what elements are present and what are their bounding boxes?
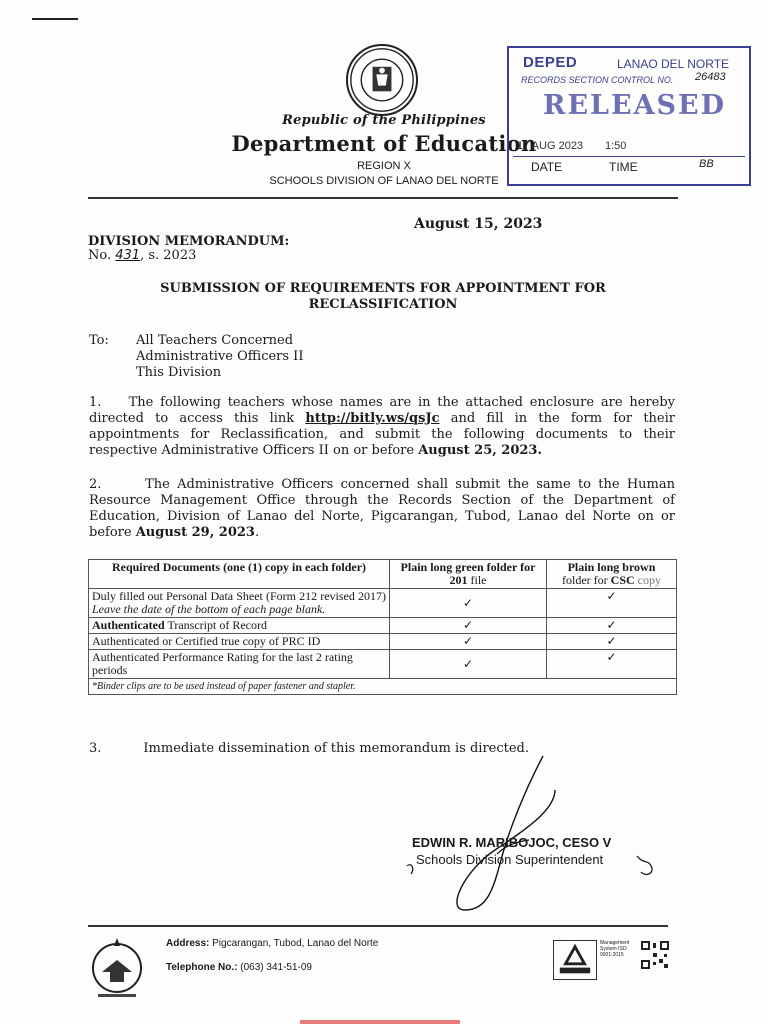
stamp-place: LANAO DEL NORTE: [617, 57, 730, 71]
green-header-b: 201: [449, 573, 468, 587]
tuv-certification-logo: [553, 940, 597, 980]
para1-number: 1.: [89, 395, 102, 410]
header-division: SCHOOLS DIVISION OF LANAO DEL NORTE: [269, 175, 499, 187]
memo-date: August 15, 2023: [414, 216, 543, 232]
table-row: [89, 650, 677, 679]
requirements-table: [88, 559, 677, 695]
doc-text: Transcript of Record: [164, 618, 267, 632]
top-mark: [32, 18, 78, 20]
signatory-name: EDWIN R. MARIBOJOC, CESO V: [412, 835, 612, 850]
memo-number: [88, 248, 196, 263]
tel-value: (063) 341-51-09: [237, 962, 312, 973]
footer-telephone: [166, 962, 312, 973]
col-header-green-folder: [390, 560, 547, 589]
para2-text-a: The Administrative Officers concerned shall submit the same to the Human Resource Management Office through the Records Section of the Department of Education, Division of Lanao del Norte, Pigcarangan, Tubod, Lanao del Norte on or before: [89, 477, 676, 540]
deped-seal-logo: [346, 44, 418, 116]
stamp-control-label: RECORDS SECTION CONTROL NO.: [521, 75, 674, 85]
doc-cell: [89, 618, 390, 634]
recipient: Administrative Officers II: [136, 349, 304, 364]
brown-check: ✓: [547, 634, 677, 650]
table-note: *Binder clips are to be used instead of paper fastener and stapler.: [89, 679, 677, 695]
brown-check: ✓: [547, 650, 677, 679]
seal-graphic: [348, 46, 416, 114]
doc-text: Duly filled out Personal Data Sheet (Form 212 revised 2017): [92, 589, 386, 603]
subject-line-2: RECLASSIFICATION: [308, 297, 458, 312]
green-check: ✓: [390, 589, 547, 618]
header-divider: [88, 197, 678, 199]
recipient: All Teachers Concerned: [136, 333, 294, 348]
memo-no-suffix: , s. 2023: [140, 248, 197, 263]
address-label: Address:: [166, 938, 210, 949]
stamp-date-value: 17 AUG 2023: [517, 140, 584, 152]
stamp-divider: [513, 156, 745, 157]
memo-subject: [88, 281, 678, 313]
green-check: ✓: [390, 618, 547, 634]
header-region: REGION X: [357, 160, 411, 172]
bottom-mark: [300, 1020, 460, 1024]
para1-text-a: The following teachers whose names are in the attached enclosure are hereby directed to access this link: [89, 395, 675, 426]
para3-number: 3.: [89, 741, 102, 756]
address-value: Pigcarangan, Tubod, Lanao del Norte: [209, 938, 379, 949]
footer-divider: [88, 925, 668, 927]
paragraph-1: [89, 395, 675, 459]
doc-cell: Authenticated Performance Rating for the last 2 rating periods: [89, 650, 390, 679]
para1-text-b: and fill in the form for their appointments for Reclassification, and submit the following documents to their respective Administrative Officers II on or before: [89, 411, 675, 458]
brown-check: ✓: [547, 589, 677, 618]
para3-text: Immediate dissemination of this memorandum is directed.: [143, 741, 530, 756]
green-header-c: file: [467, 573, 487, 587]
qr-code: [640, 940, 670, 970]
col-header-documents: Required Documents (one (1) copy in each folder): [89, 560, 390, 589]
brown-header-c: CSC: [610, 573, 635, 587]
doc-text-bold: Authenticated: [92, 618, 165, 632]
green-check: ✓: [390, 634, 547, 650]
stamp-date-label: DATE: [531, 160, 563, 174]
to-recipients: [136, 333, 303, 381]
division-logo: [88, 932, 146, 1004]
footer-address: [166, 938, 378, 949]
recipient: This Division: [136, 365, 222, 380]
header-republic: Republic of the Philippines: [282, 113, 486, 128]
stamp-status: RELEASED: [543, 90, 727, 121]
para1-deadline: August 25, 2023.: [418, 443, 542, 458]
col-header-brown-folder: [547, 560, 677, 589]
doc-note: Leave the date of the bottom of each page blank.: [92, 602, 326, 616]
tel-label: Telephone No.:: [166, 962, 238, 973]
stamp-control-no: 26483: [695, 71, 726, 83]
brown-header-b: folder for: [562, 573, 611, 587]
header-department: Department of Education: [231, 131, 537, 156]
brown-check: ✓: [547, 618, 677, 634]
green-check: ✓: [390, 650, 547, 679]
para2-number: 2.: [89, 477, 102, 492]
stamp-time-label: TIME: [609, 160, 638, 174]
signatory-title: Schools Division Superintendent: [416, 852, 604, 867]
subject-line-1: SUBMISSION OF REQUIREMENTS FOR APPOINTMENT FOR: [160, 281, 606, 296]
certification-text: Management System ISO 9001:2015: [600, 940, 630, 958]
para2-deadline: August 29, 2023: [135, 525, 255, 540]
memo-type: DIVISION MEMORANDUM:: [88, 234, 290, 249]
form-link[interactable]: http://bitly.ws/qsJc: [305, 411, 440, 426]
table-row: [89, 618, 677, 634]
table-row: [89, 589, 677, 618]
brown-header-a: Plain long brown: [567, 560, 656, 574]
memo-no-prefix: No.: [88, 248, 112, 263]
doc-cell: Authenticated or Certified true copy of PRC ID: [89, 634, 390, 650]
table-row: [89, 634, 677, 650]
table-note-row: [89, 679, 677, 695]
stamp-initials: BB: [699, 158, 714, 170]
doc-cell: [89, 589, 390, 618]
table-header-row: [89, 560, 677, 589]
para2-text-b: .: [254, 525, 260, 540]
paragraph-2: [89, 477, 675, 541]
brown-header-d: copy: [634, 573, 661, 587]
tuv-mark: [554, 941, 596, 979]
green-header-a: Plain long green folder for: [400, 560, 536, 574]
to-label: To:: [89, 333, 109, 348]
stamp-agency: DEPED: [523, 54, 578, 71]
stamp-time-value: 1:50: [605, 140, 627, 152]
released-stamp: [507, 46, 751, 186]
memo-no-value: 431: [115, 248, 141, 263]
